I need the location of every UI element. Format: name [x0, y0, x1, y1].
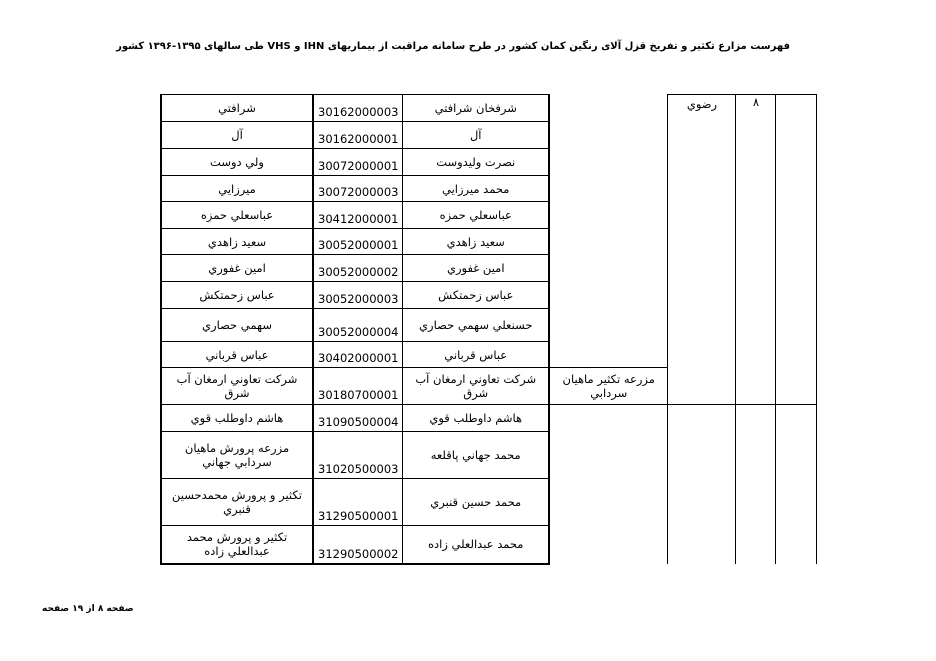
owner-name-cell: آل	[403, 122, 549, 149]
certificate-name-cell: عباس قرباني	[161, 342, 313, 368]
farm-type-cell	[549, 95, 668, 368]
owner-name-cell: شرکت تعاوني ارمغان آب شرق	[403, 368, 549, 405]
table-row	[161, 405, 817, 432]
certificate-name-cell: تکثير و پرورش محمدحسين قنبري	[161, 479, 313, 526]
certificate-name-cell: عباسعلي حمزه	[161, 202, 313, 229]
page-footer: صفحه ۸ از ۱۹ صفحه	[42, 604, 134, 614]
row-number-cell	[736, 405, 776, 564]
certificate-name-cell: سهمي حصاري	[161, 309, 313, 342]
blank-cell	[776, 95, 817, 405]
certificate-name-cell: مزرعه پرورش ماهيان سردابي جهاني	[161, 432, 313, 479]
farm-code-cell: 31290500001	[313, 479, 403, 526]
farm-code-cell: 30052000004	[313, 309, 403, 342]
certificate-name-cell: آل	[161, 122, 313, 149]
owner-name-cell: محمد ميرزايي	[403, 176, 549, 202]
province-cell: رضوي	[668, 95, 736, 405]
owner-name-cell: محمد حسين قنبري	[403, 479, 549, 526]
farm-code-cell: 30412000001	[313, 202, 403, 229]
farm-code-cell: 31090500004	[313, 405, 403, 432]
farm-code-cell: 30180700001	[313, 368, 403, 405]
farm-code-cell: 31290500002	[313, 526, 403, 564]
owner-name-cell: نصرت وليدوست	[403, 149, 549, 176]
document-title: فهرست مزارع تکثیر و تفریخ قزل آلای رنگین کمان کشور در طرح سامانه مراقبت از بیماریهای IHN و VHS طی سالهای ۱۳۹۵-۱۳۹۶ کشور	[116, 41, 790, 52]
owner-name-cell: حسنعلي سهمي حصاري	[403, 309, 549, 342]
certificate-name-cell: تکثير و پرورش محمد عبدالعلي زاده	[161, 526, 313, 564]
owner-name-cell: عباسعلي حمزه	[403, 202, 549, 229]
certificate-name-cell: شرکت تعاوني ارمغان آب شرق	[161, 368, 313, 405]
certificate-name-cell: ميرزايي	[161, 176, 313, 202]
farm-type-cell: مزرعه تکثير ماهيان سردابي	[549, 368, 668, 405]
owner-name-cell: سعيد زاهدي	[403, 229, 549, 255]
farm-code-cell: 31020500003	[313, 432, 403, 479]
certificate-name-cell: عباس زحمتکش	[161, 282, 313, 309]
owner-name-cell: محمد جهاني پاقلعه	[403, 432, 549, 479]
table-row	[161, 95, 817, 122]
farm-code-cell: 30162000003	[313, 95, 403, 122]
farm-code-cell: 30052000001	[313, 229, 403, 255]
farm-code-cell: 30072000003	[313, 176, 403, 202]
farm-code-cell: 30402000001	[313, 342, 403, 368]
farm-code-cell: 30162000001	[313, 122, 403, 149]
owner-name-cell: شرفخان شرافتي	[403, 95, 549, 122]
owner-name-cell: محمد عبدالعلي زاده	[403, 526, 549, 564]
province-cell	[668, 405, 736, 564]
farm-code-cell: 30052000003	[313, 282, 403, 309]
certificate-name-cell: امين غفوري	[161, 255, 313, 282]
blank-cell	[776, 405, 817, 564]
row-number-cell: ۸	[736, 95, 776, 405]
farm-code-cell: 30052000002	[313, 255, 403, 282]
owner-name-cell: امين غفوري	[403, 255, 549, 282]
certificate-name-cell: سعيد زاهدي	[161, 229, 313, 255]
certificate-name-cell: شرافتي	[161, 95, 313, 122]
owner-name-cell: هاشم داوطلب قوي	[403, 405, 549, 432]
farm-code-cell: 30072000001	[313, 149, 403, 176]
certificate-name-cell: هاشم داوطلب قوي	[161, 405, 313, 432]
certificate-name-cell: ولي دوست	[161, 149, 313, 176]
farm-type-cell	[549, 405, 668, 564]
owner-name-cell: عباس قرباني	[403, 342, 549, 368]
owner-name-cell: عباس زحمتکش	[403, 282, 549, 309]
farm-table	[160, 94, 817, 565]
